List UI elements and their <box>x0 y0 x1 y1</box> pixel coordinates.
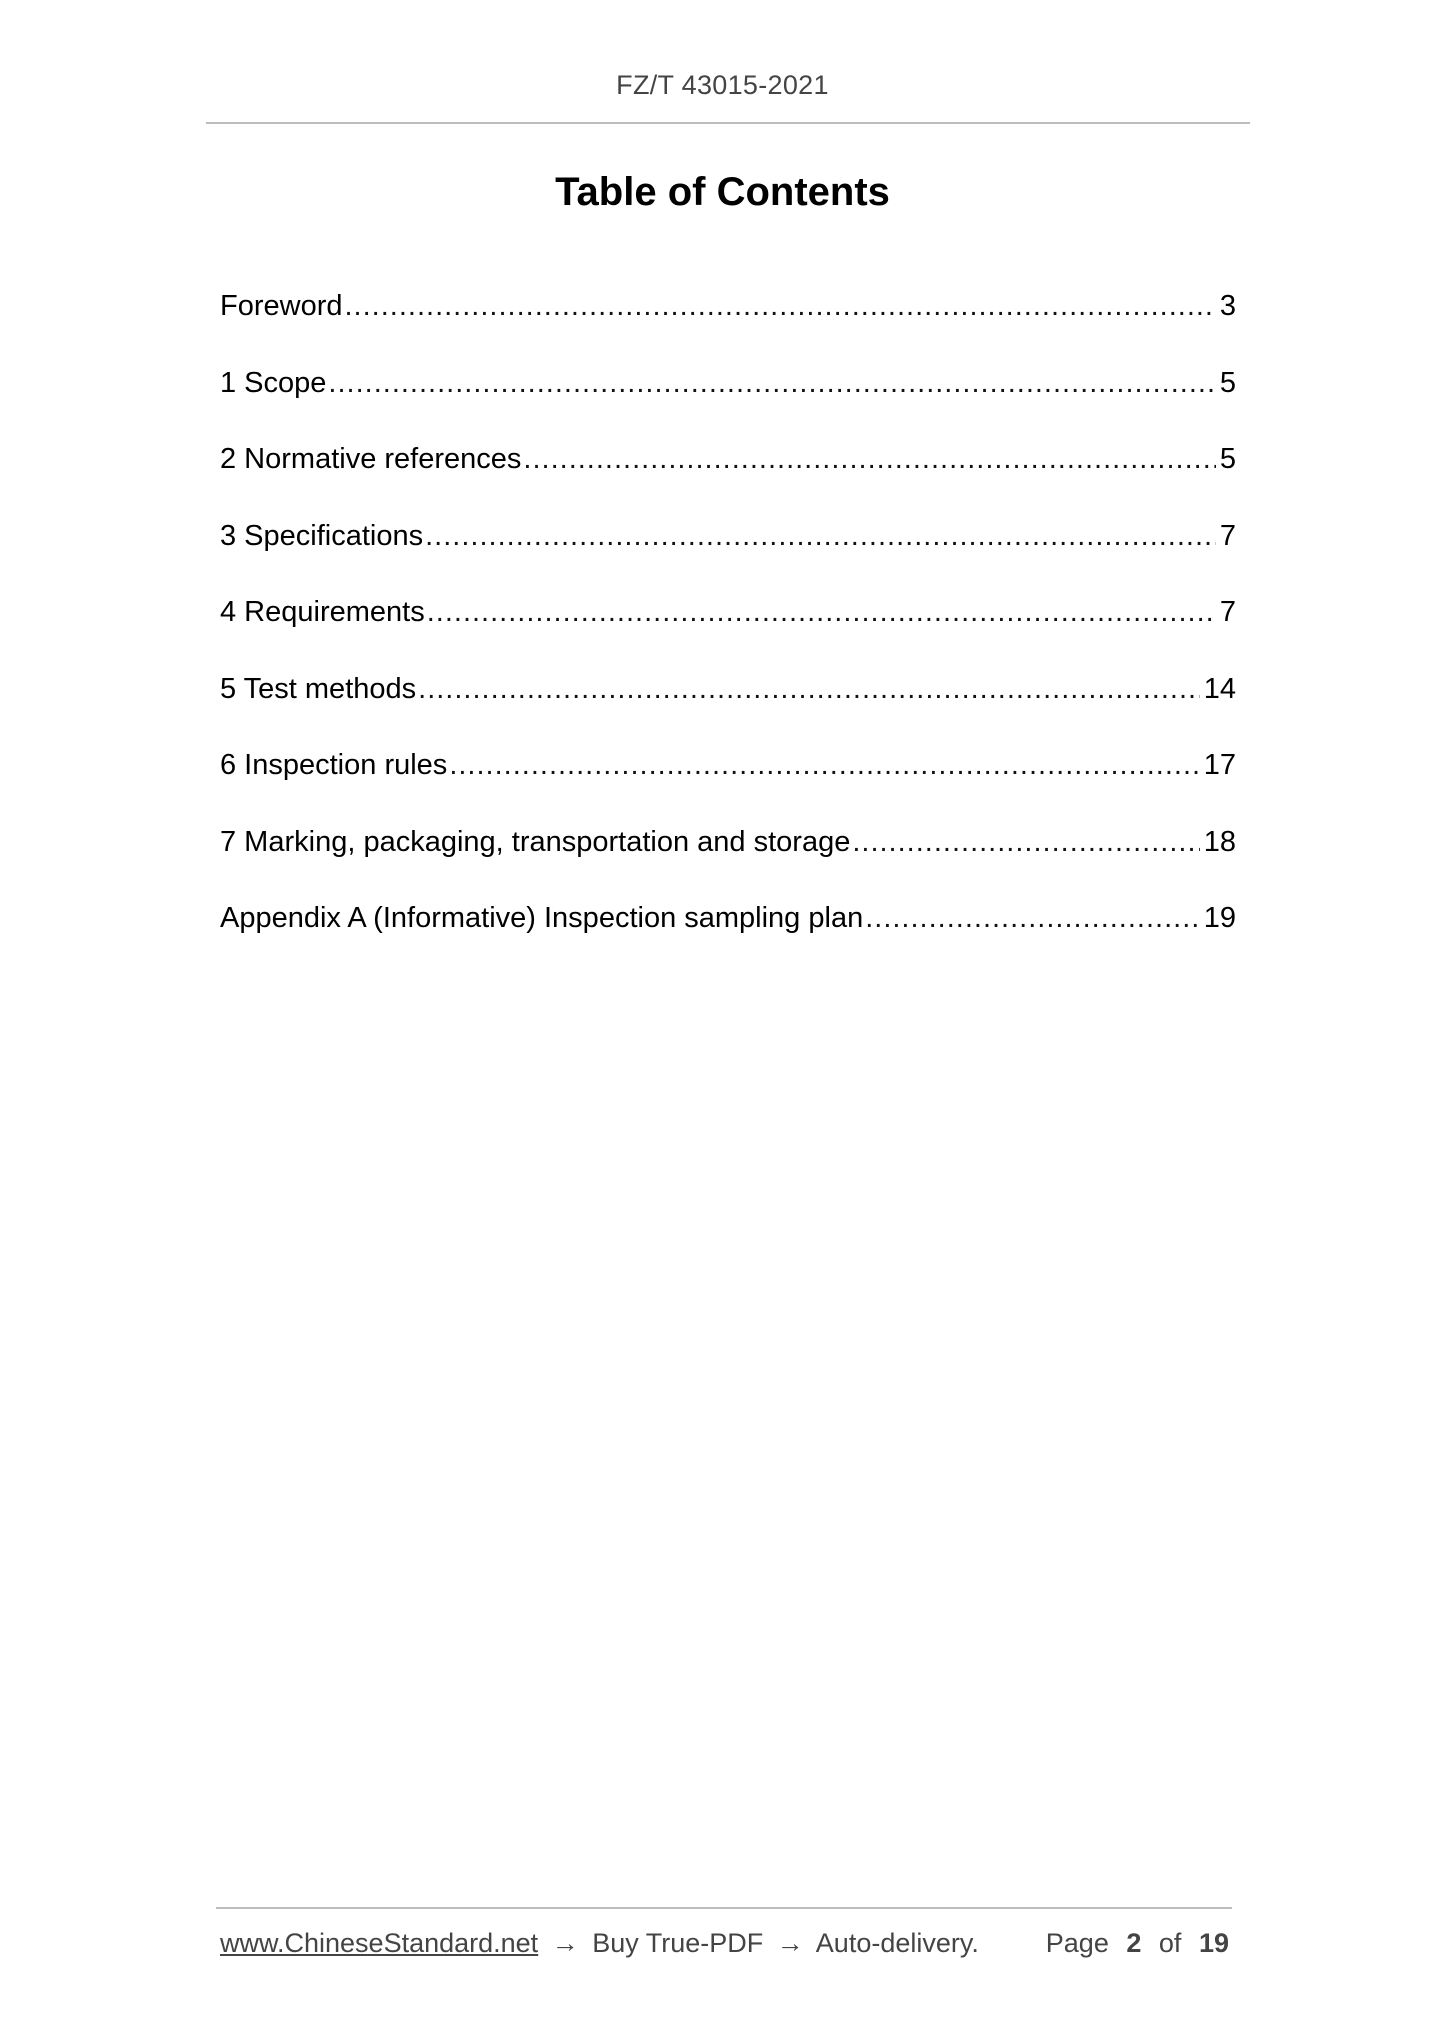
dot-leader <box>328 367 1215 400</box>
toc-entry-foreword[interactable] <box>220 290 1236 367</box>
buy-text: Buy True-PDF <box>592 1928 764 1958</box>
toc-entry-label: 1 Scope <box>220 366 327 399</box>
toc-title: Table of Contents <box>555 170 890 214</box>
dot-leader <box>523 443 1215 476</box>
toc-entry-marking-packaging[interactable] <box>220 826 1236 903</box>
dot-leader <box>449 749 1199 782</box>
toc-entry-page: 18 <box>1203 825 1236 858</box>
toc-entry-page: 5 <box>1219 366 1236 399</box>
toc-entry-page: 3 <box>1219 290 1236 322</box>
toc-entry-inspection-rules[interactable] <box>220 749 1236 826</box>
dot-leader <box>865 902 1200 935</box>
toc-entry-label: 7 Marking, packaging, transportation and storage <box>220 825 851 858</box>
toc-entry-page: 7 <box>1219 519 1236 552</box>
total-pages-number: 19 <box>1198 1928 1229 1958</box>
toc-entry-page: 19 <box>1203 902 1236 934</box>
dot-leader <box>418 673 1200 706</box>
toc-entry-specifications[interactable] <box>220 520 1236 597</box>
footer-divider <box>216 1907 1232 1909</box>
toc-entry-label: 3 Specifications <box>220 519 424 552</box>
page-indicator <box>1046 1928 1229 1959</box>
toc-entry-page: 17 <box>1203 749 1236 781</box>
toc-entry-label: Foreword <box>220 290 343 322</box>
toc-entry-label: 6 Inspection rules <box>220 749 448 781</box>
toc-entry-page: 7 <box>1219 596 1236 628</box>
website-link[interactable]: www.ChineseStandard.net <box>220 1928 539 1958</box>
arrow-right-icon: → <box>776 1928 804 1958</box>
dot-leader <box>427 596 1216 629</box>
toc-entry-label: 4 Requirements <box>220 596 425 628</box>
toc-entry-label: 5 Test methods <box>220 672 417 705</box>
toc-entry-label: 2 Normative references <box>220 443 522 475</box>
toc-entry-scope[interactable] <box>220 367 1236 444</box>
page-word: Page <box>1045 1928 1109 1958</box>
arrow-right-icon: → <box>551 1928 579 1958</box>
current-page-number: 2 <box>1126 1928 1142 1958</box>
delivery-text: Auto-delivery. <box>815 1928 979 1958</box>
of-word: of <box>1158 1928 1182 1958</box>
toc-entry-label: Appendix A (Informative) Inspection sampling plan <box>220 902 864 934</box>
toc-entry-appendix-a[interactable] <box>220 902 1236 979</box>
document-id-header: FZ/T 43015-2021 <box>616 70 829 100</box>
toc-entry-test-methods[interactable] <box>220 673 1236 750</box>
toc-entry-page: 5 <box>1219 443 1236 475</box>
toc-list <box>220 290 1236 979</box>
toc-entry-requirements[interactable] <box>220 596 1236 673</box>
footer-promo <box>220 1928 979 1959</box>
toc-entry-normative-references[interactable] <box>220 443 1236 520</box>
dot-leader <box>852 826 1199 859</box>
dot-leader <box>345 290 1216 323</box>
header-divider <box>206 122 1250 124</box>
dot-leader <box>425 520 1216 553</box>
toc-entry-page: 14 <box>1203 672 1236 705</box>
